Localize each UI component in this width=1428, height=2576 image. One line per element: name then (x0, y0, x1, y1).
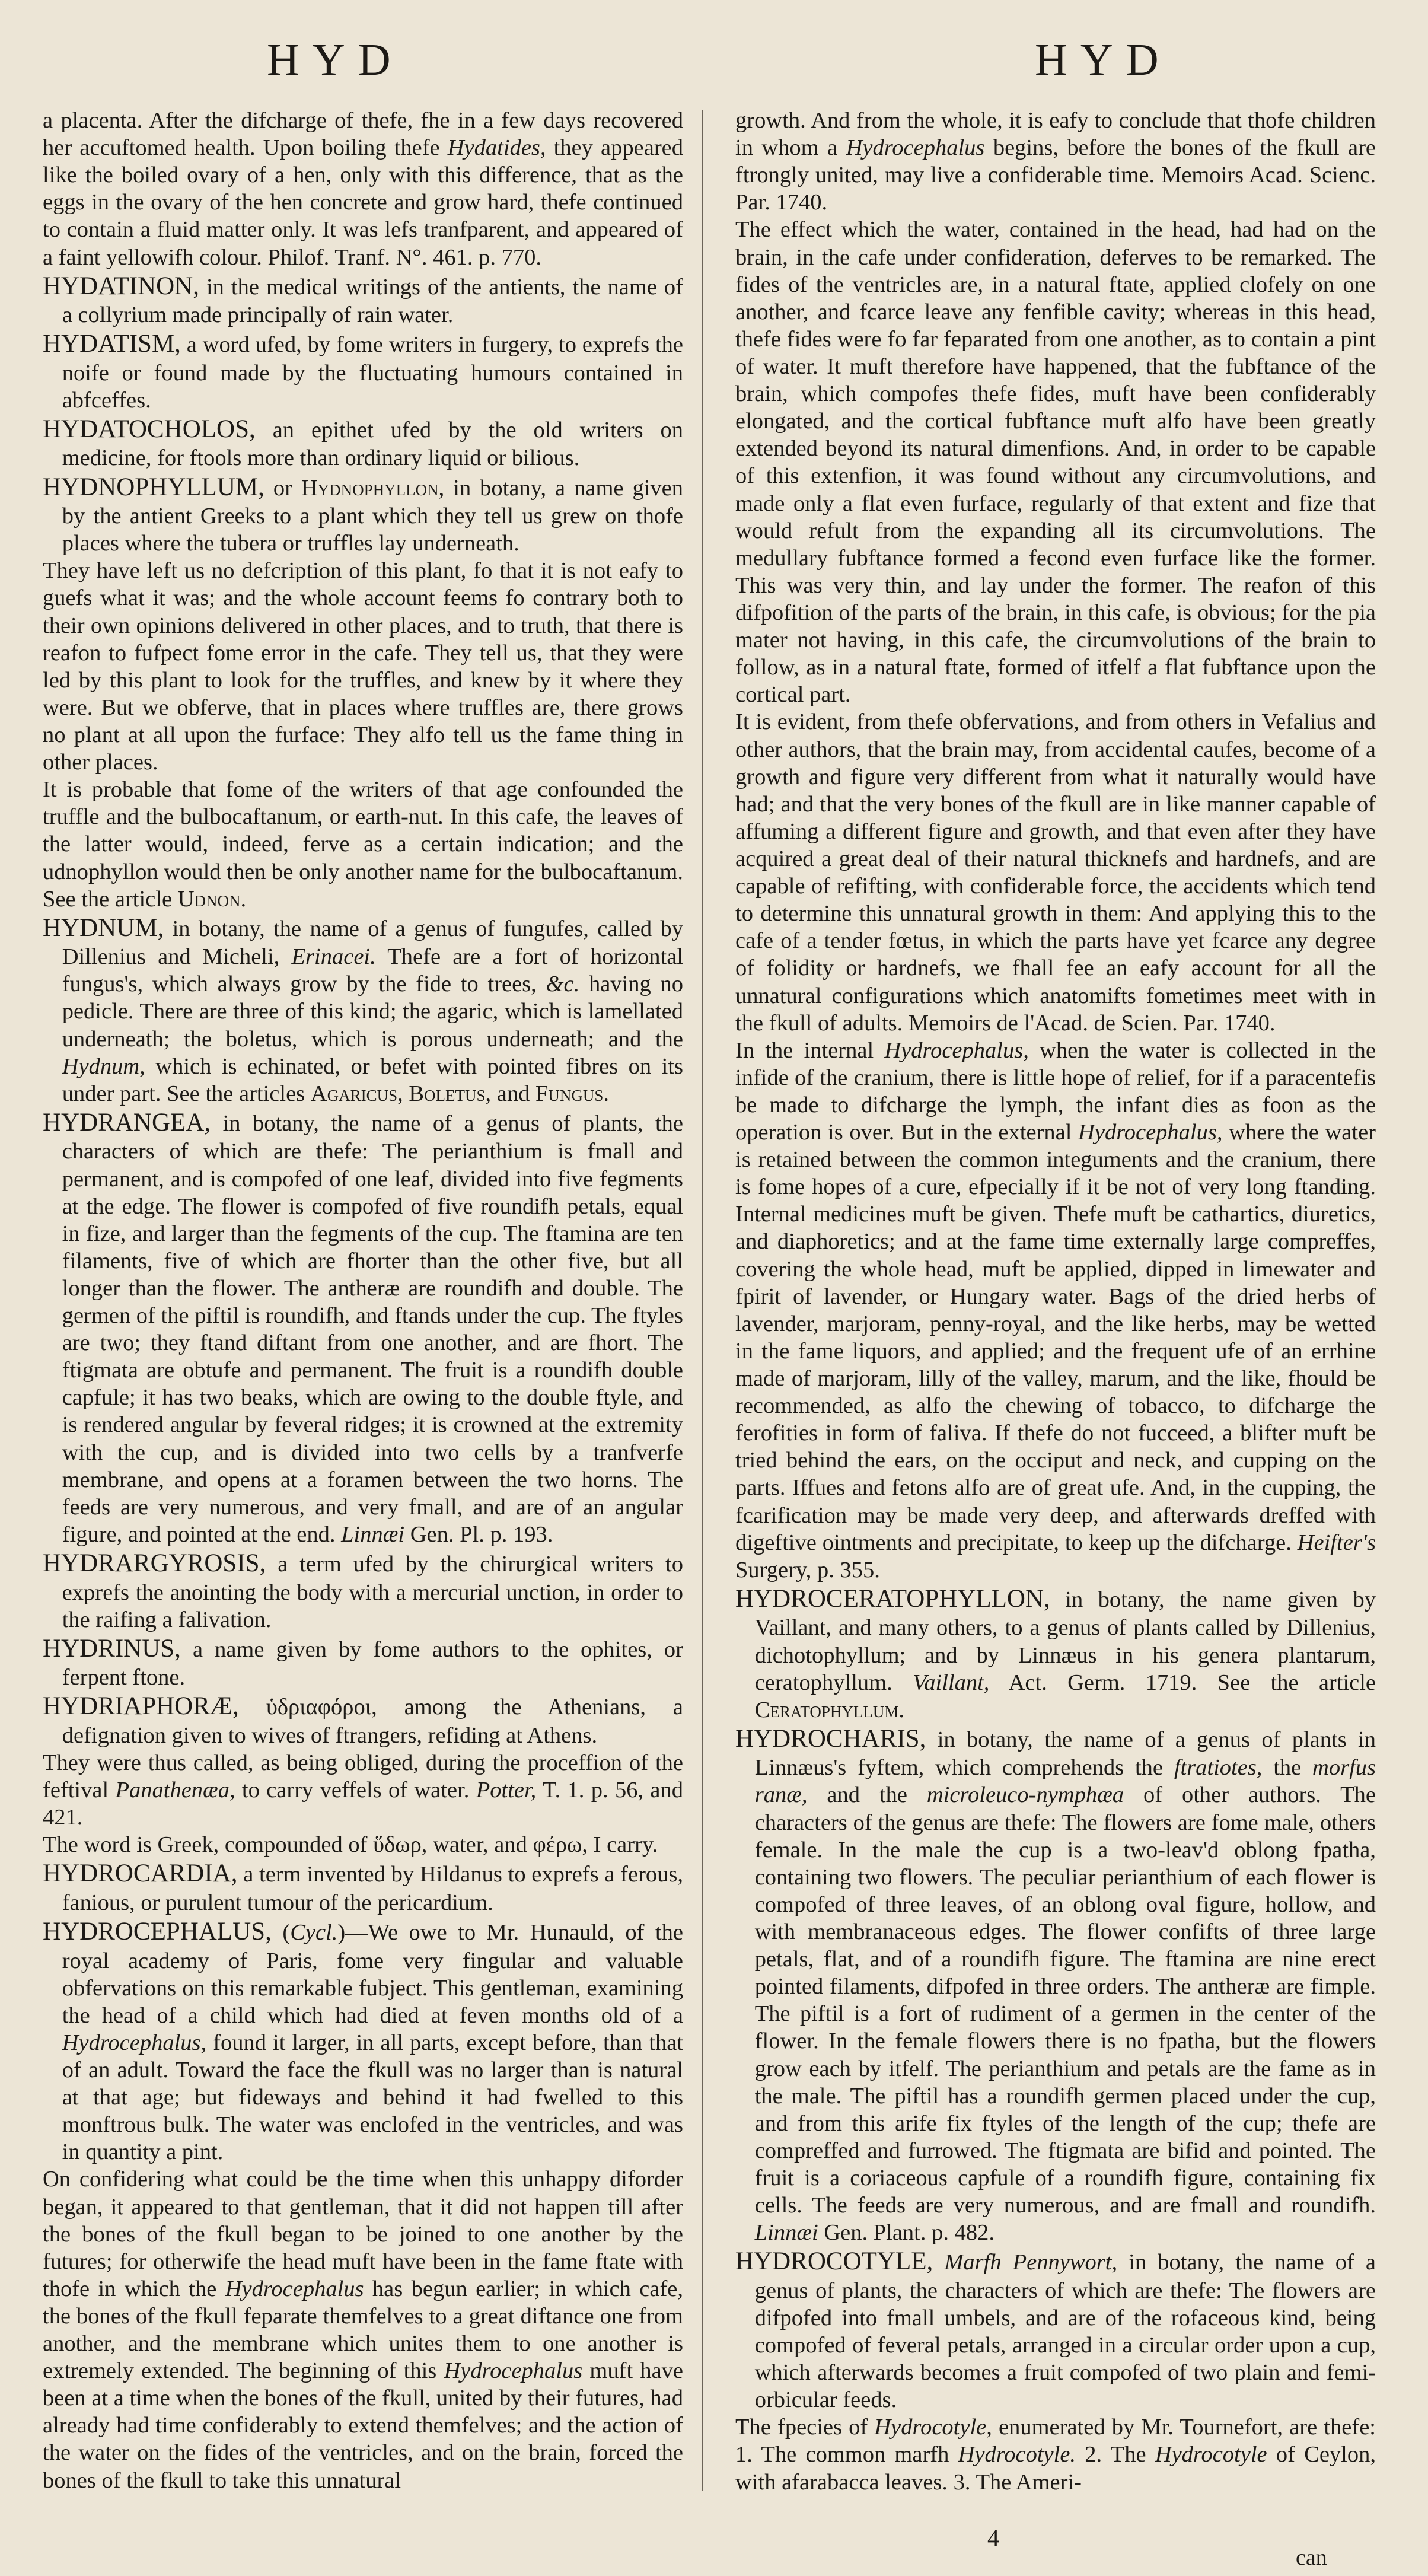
dictionary-entry (43, 1548, 683, 1634)
body-text: a term invented by Hildanus to exprefs a ferous, fanious, or purulent tumour of the pericardium. (62, 1862, 683, 1915)
body-text: and (491, 1081, 536, 1106)
body-text: In the internal (735, 1037, 885, 1063)
body-text: Thefe are a fort of horizontal fungus's, which always grow by the fide to trees, (62, 944, 683, 997)
entry-paragraph (735, 2413, 1376, 2495)
body-text: has begun earlier; in which cafe, the bones of the fkull feparate themfelves to a great diftance one from another, and the membrane which unites them to one another is extremely extended. The beginning of this (43, 2276, 683, 2384)
entry-paragraph (43, 1749, 683, 1831)
italic-text: Hydrocephalus, (62, 2030, 207, 2055)
entry-paragraph (735, 1037, 1376, 1584)
body-text: Act. Germ. 1719. See the article (989, 1670, 1376, 1695)
headword: HYDNOPHYLLUM, (43, 473, 264, 501)
body-text: The word is Greek, compounded of ὕδωρ, water, and φέρω, I carry. (43, 1832, 658, 1858)
body-text: 2. The (1076, 2442, 1155, 2467)
body-text: and the (807, 1782, 927, 1808)
body-text: )—We owe to Mr. Hunauld, of the royal academy of Paris, fome very fingular and valuable obfervations on this remarkable fubject. This gentleman, examining the head of a child which had died at feven months old of a (62, 1920, 683, 2028)
dictionary-entry (43, 329, 683, 414)
dictionary-entry (735, 2246, 1376, 2413)
small-caps-text: Agaricus, Boletus, (310, 1081, 492, 1106)
small-caps-text: Hydnophyllon, (301, 475, 445, 501)
body-text: It is evident, from thefe obfervations, and from others in Vefalius and other authors, that the brain may, from accidental caufes, become of a growth and figure very different from what it naturally would have had; and that the very bones of the fkull are in like manner capable of affuming a different figure and growth, and that even after they have acquired a great deal of their natural thicknefs and hardnefs, and are capable of refifting, with confiderable force, the accidents which tend to determine this unnatural growth in them: And applying this to the cafe of a tender fœtus, in which the parts have yet fcarce any degree of folidity or hardnefs, we fhall fee an eafy account for all the unnatural configurations which anatomifts fometimes meet with in the fkull of adults. Memoirs de l'Acad. de Scien. Par. 1740. (735, 709, 1376, 1036)
italic-text: Panathenæa, (115, 1778, 235, 1803)
body-text: Surgery, p. 355. (735, 1557, 880, 1582)
dictionary-entry (43, 414, 683, 472)
body-text: Gen. Plant. p. 482. (818, 2220, 995, 2246)
body-text: or (264, 475, 301, 501)
italic-text: Hydrocotyle (1155, 2442, 1267, 2467)
italic-text: Hydrocephalus, (884, 1037, 1029, 1063)
entry-paragraph (43, 776, 683, 913)
body-text: On confidering what could be the time when this unhappy diforder began, it appeared to that gentleman, that it did not happen till after the bones of the fkull began to be joined to one another by the futures; for otherwife the head muft have been in the fame ftate with thofe in which the (43, 2167, 683, 2301)
headword: HYDROCHARIS, (735, 1724, 926, 1753)
dictionary-entry (43, 271, 683, 329)
entry-paragraph (43, 107, 683, 271)
body-text: found it larger, in all parts, except before, than that of an adult. Toward the face the fkull was no larger than is natural at that age; but fideways and behind it had fwelled to this monftrous bulk. The water was enclofed in the ventricles, and was in quantity a pint. (62, 2030, 683, 2165)
dictionary-entry (43, 472, 683, 558)
entry-paragraph (43, 2166, 683, 2494)
body-text: in the medical writings of the antients, the name of a collyrium made principally of rain water. (62, 274, 683, 328)
entry-paragraph (735, 107, 1376, 216)
italic-text: Heifter's (1297, 1530, 1376, 1555)
body-text: Gen. Pl. p. 193. (404, 1521, 553, 1547)
dictionary-entry (43, 913, 683, 1107)
headword: HYDRINUS, (43, 1634, 181, 1663)
body-text: begins, before the bones of the fkull are ftrongly united, may live a confiderable time. Memoirs Acad. Scienc. Par. 1740. (735, 135, 1376, 215)
italic-text: Hydrocephalus (225, 2276, 364, 2301)
body-text: ὑδριαφόροι, among the Athenians, a defignation given to wives of ftrangers, refiding at Athens. (62, 1695, 683, 1748)
dictionary-entry (735, 1584, 1376, 1724)
italic-text: &c. (546, 972, 580, 997)
body-text: T. 1. p. 56, and 421. (43, 1778, 683, 1830)
body-text: having no pedicle. There are three of this kind; the agaric, which is lamellated underneath; the boletus, which is porous underneath; and the (62, 972, 683, 1052)
entry-paragraph (43, 557, 683, 776)
entry-paragraph (735, 216, 1376, 708)
body-text: of other authors. The characters of the genus are thefe: The flowers are fome male, others female. In the male the cup is a two-leav'd oblong fpatha, containing two flowers. The peculiar perianthium of each flower is compofed of three leaves, of an oblong oval figure, hollow, and with membranaceous edges. The flower confifts of three large petals, flat, and of a roundifh figure. The ftamina are nine erect pointed filaments, difpofed in three orders. The antheræ are fimple. The piftil is a fort of rudiment of a germen in the center of the flower. In the female flowers there is no fpatha, but the flowers grow each by itfelf. The perianthium and petals are the fame as in the male. The piftil has a roundifh germen placed under the cup, and from this arife fix ftyles of the length of the cup; thefe are compreffed and furrowed. The ftigmata are bifid and pointed. The fruit is a coriaceous capfule of a roundifh figure, containing fix cells. The feeds are very numerous, and are fmall and roundifh. (754, 1782, 1376, 2218)
body-text: a term ufed by the chirurgical writers to exprefs the anointing the body with a mercurial unction, in order to the raifing a falivation. (62, 1552, 683, 1632)
italic-text: Vaillant, (913, 1670, 990, 1695)
body-text: They were thus called, as being obliged, during the proceffion of the feftival (43, 1750, 683, 1803)
body-text: The fpecies of (735, 2415, 875, 2440)
body-text: enumerated by Mr. Tournefort, are thefe: 1. The common marfh (735, 2415, 1376, 2467)
headword: HYDROCEPHALUS, (43, 1918, 272, 1946)
body-text (933, 2250, 944, 2275)
italic-text: Marfh Pennywort, (944, 2250, 1118, 2275)
body-text: in botany, the name of a genus of fungufes, called by Dillenius and Micheli, (62, 916, 683, 970)
body-text: in botany, the name of a genus of plants, the characters of which are thefe: The perianthium is fmall and permanent, and is compofed of one leaf, divided into five fegments at the edge. The flower is compofed of five roundifh petals, equal in fize, and larger than the fegments of the cup. The ftamina are ten filaments, five of which are fhorter than the other five, but all longer than the flower. The antheræ are roundifh and double. The germen of the piftil is roundifh, and ftands under the cup. The ftyles are two; they ftand diftant from one another, and are fhort. The ftigmata are obtufe and permanent. The fruit is a roundifh double capfule; it has two beaks, which are owing to the double ftyle, and is rendered angular by feveral ridges; it is crowned at the extremity with the cup, and is divided into two cells by a tranfverfe membrane, and opens at a foramen between the two horns. The feeds are very numerous, and very fmall, and are of an angular figure, and pointed at the end. (62, 1110, 683, 1547)
dictionary-entry (43, 1107, 683, 1548)
body-text: ( (271, 1920, 291, 1945)
small-caps-text: Udnon. (177, 886, 247, 912)
italic-text: Erinacei. (291, 944, 376, 970)
body-text: in botany, the name given by Vaillant, and many others, to a genus of plants called by Dillenius, dichotophyllum; and by Linnæus in his genera plantarum, ceratophyllum. (754, 1587, 1376, 1695)
italic-text: Linnæi (341, 1521, 405, 1547)
left-column (43, 107, 683, 2503)
headword: HYDRARGYROSIS, (43, 1549, 266, 1578)
italic-text: Hydrocephalus, (1078, 1120, 1223, 1145)
dictionary-entry (43, 1634, 683, 1692)
body-text: when the water is collected in the infide of the cranium, there is little hope of relief, for if a paracentefis be made to difcharge the lymph, the infant dies as foon as the operation is over. But in the external (735, 1037, 1376, 1145)
column-rule (702, 110, 703, 2491)
body-text: a name given by fome authors to the ophites, or ferpent ftone. (62, 1636, 683, 1690)
catchword: can (1296, 2545, 1327, 2570)
headword: HYDATINON, (43, 272, 199, 300)
italic-text: Hydrocotyle. (958, 2442, 1076, 2467)
body-text: They have left us no defcription of this plant, fo that it is not eafy to guefs what it was; and the whole account feems fo contrary both to their own opinions delivered in other places, and to truth, that there is reafon to fufpect fome error in the cafe. They tell us, that they were led by this plant to look for the truffles, and knew by it where they were. But we obferve, that in places where truffles are, there grows no plant at all upon the furface: They alfo tell us the fame thing in other places. (43, 558, 683, 775)
body-text: which is echinated, or befet with pointed fibres on its under part. See the articles (62, 1053, 683, 1106)
body-text: of Ceylon, with afarabacca leaves. 3. The Ameri- (735, 2442, 1376, 2495)
italic-text: Hydrocephalus (846, 135, 985, 161)
body-text: in botany, the name of a genus of plants in Linnæus's fyftem, which comprehends the (754, 1727, 1376, 1781)
entry-paragraph (735, 708, 1376, 1036)
headword: HYDATOCHOLOS, (43, 415, 256, 443)
headword: HYDNUM, (43, 913, 164, 942)
body-text: a placenta. After the difcharge of thefe, fhe in a few days recovered her accuftomed health. Upon boiling thefe (43, 108, 683, 161)
body-text: where the water is retained between the common integuments and the cranium, there is fome hopes of a cure, efpecially if it be not of very long ftanding. Internal medicines muft be given. Thefe muft be cathartics, diuretics, and diaphoretics; and at the fame time externally large compreffes, covering the whole head, muft be applied, dipped in limewater and fpirit of lavender, or Hungary water. Bags of the dried herbs of lavender, marjoram, penny-royal, and the like herbs, may be wetted in the fame liquors, and applied; and the frequent ufe of an errhine made of marjoram, lilly of the valley, marum, and the like, fhould be recommended, as alfo the chewing of tobacco, to difcharge the ferofities in form of faliva. If thefe do not fucceed, a blifter muft be tried behind the ears, on the occiput and neck, and cupping on the parts. Iffues and fetons alfo are of great ufe. And, in the cupping, the fcarification may be made very deep, and afterwards dreffed with digeftive ointments and precipitate, to keep up the difcharge. (735, 1120, 1376, 1555)
small-caps-text: Fungus. (535, 1081, 610, 1106)
body-text: they appeared like the boiled ovary of a hen, only with this difference, that as the eggs in the ovary of the hen concrete and grow hard, thefe continued to contain a fluid matter only. It was lefs tranfparent, and appeared of a faint yellowifh colour. Philof. Tranf. N°. 461. p. 770. (43, 135, 683, 270)
running-head-left: HYD (267, 35, 404, 85)
body-text: the (1262, 1755, 1313, 1781)
headword: HYDRIAPHORÆ, (43, 1692, 239, 1721)
body-text: growth. And from the whole, it is eafy to conclude that thofe children in whom a (735, 108, 1376, 161)
italic-text: Linnæi (754, 2220, 818, 2246)
italic-text: Hydatides, (447, 135, 546, 161)
headword: HYDRANGEA, (43, 1108, 211, 1136)
italic-text: Potter, (476, 1778, 537, 1803)
italic-text: ftratiotes, (1174, 1755, 1263, 1781)
dictionary-entry (735, 1724, 1376, 2246)
italic-text: morfus ranæ, (754, 1755, 1376, 1808)
right-column (735, 107, 1376, 2503)
body-text: an epithet ufed by the old writers on medicine, for ftools more than ordinary liquid or bilious. (62, 417, 683, 471)
dictionary-entry (43, 1916, 683, 2166)
italic-text: microleuco-nymphæa (926, 1782, 1124, 1808)
body-text: muft have been at a time when the bones of the fkull, united by their futures, had already had time confiderably to extend themfelves; and the action of the water on the fides of the ventricles, and on the brain, forced the bones of the fkull to take this unnatural (43, 2358, 683, 2493)
dictionary-entry (43, 1858, 683, 1916)
page-number: 4 (987, 2524, 999, 2551)
running-head-right: HYD (1035, 35, 1172, 85)
dictionary-entry (43, 1691, 683, 1749)
italic-text: Hydrocotyle, (874, 2415, 992, 2440)
headword: HYDROCARDIA, (43, 1859, 238, 1888)
headword: HYDATISM, (43, 330, 181, 358)
body-text: in botany, a name given by the antient Greeks to a plant which they tell us grew on thofe places where the tubera or truffles lay underneath. (62, 475, 683, 556)
italic-text: Cycl. (290, 1920, 338, 1945)
body-text: to carry veffels of water. (235, 1778, 476, 1803)
body-text: It is probable that fome of the writers of that age confounded the truffle and the bulbocaftanum, or earth-nut. In this cafe, the leaves of the latter would, indeed, ferve as a certain indication; and the udnophyllon would then be only another name for the bulbocaftanum. See the article (43, 777, 683, 912)
italic-text: Hydrocephalus (444, 2358, 583, 2384)
small-caps-text: Ceratophyllum. (754, 1697, 905, 1722)
italic-text: Hydnum, (62, 1053, 145, 1079)
headword: HYDROCOTYLE, (735, 2247, 933, 2276)
entry-paragraph (43, 1831, 683, 1858)
body-text: in botany, the name of a genus of plants, the characters of which are thefe: The flowers are difpofed into fmall umbels, and are of the rofaceous kind, being compofed of feveral petals, arranged in a circular order upon a cup, which afterwards becomes a fruit compofed of two plain and femi-orbicular feeds. (754, 2250, 1376, 2413)
body-text: The effect which the water, contained in the head, had had on the brain, in the cafe under confideration, deferves to be remarked. The fides of the ventricles are, in a natural ftate, applied clofely on one another, and fcarce leave any fenfible cavity; whereas in this head, thefe fides were fo far feparated from one another, as to contain a pint of water. It muft therefore have happened, that the fubftance of the brain, which compofes thefe fides, muft have been confiderably elongated, and the cortical fubftance muft alfo have been greatly extended beyond its natural dimenfions. And, in order to be capable of this extenfion, it was found without any circumvolutions, and made only a flat even furface, regularly of that extent and fize that would refult from the expanding all its circumvolutions. The medullary fubftance formed a fecond even furface like the former. This was very thin, and lay under the former. The reafon of this difpofition of the parts of the brain, in this cafe, is obvious; for the pia mater not having, in this cafe, the circumvolutions of the brain to follow, as in a natural ftate, formed of itfelf a flat fubftance upon the cortical part. (735, 217, 1376, 708)
body-text: a word ufed, by fome writers in furgery, to exprefs the noife or found made by the fluctuating humours contained in abfceffes. (62, 332, 683, 413)
headword: HYDROCERATOPHYLLON, (735, 1584, 1050, 1613)
